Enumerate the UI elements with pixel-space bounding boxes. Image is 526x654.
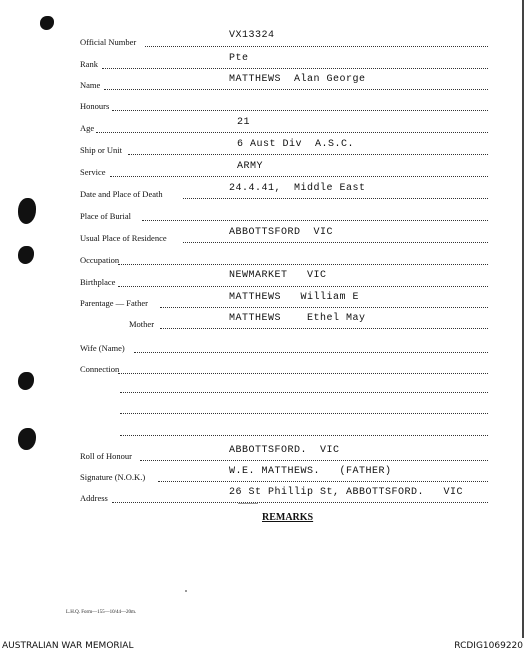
dotted-line: [96, 132, 488, 133]
label-wife-name: Wife (Name): [80, 343, 125, 353]
punch-hole-top: [40, 16, 54, 30]
dotted-line: [112, 502, 488, 503]
label-date-place-of-death: Date and Place of Death: [80, 189, 163, 199]
punch-hole-lower-left: [18, 372, 34, 390]
scan-speck: [238, 503, 258, 504]
label-parentage-father: Parentage — Father: [80, 298, 148, 308]
label-rank: Rank: [80, 59, 98, 69]
connection-line: [120, 413, 488, 414]
label-mother: Mother: [129, 319, 155, 329]
label-age: Age: [80, 123, 95, 133]
dotted-line: [140, 460, 488, 461]
connection-line: [120, 435, 488, 436]
dotted-line: [118, 286, 488, 287]
dotted-line: [158, 481, 488, 482]
label-name: Name: [80, 80, 101, 90]
connection-line: [120, 392, 488, 393]
dotted-line: [145, 46, 488, 47]
dotted-line: [128, 154, 488, 155]
dotted-line: [183, 242, 488, 243]
dotted-line: [118, 264, 488, 265]
value-roll-of-honour: ABBOTTSFORD. VIC: [229, 445, 340, 456]
dotted-line: [160, 307, 488, 308]
value-address: 26 St Phillip St, ABBOTTSFORD. VIC: [229, 487, 464, 498]
value-name: MATTHEWS Alan George: [229, 74, 366, 85]
footer-record-id: RCDIG1069220: [454, 641, 523, 651]
archive-footer: [0, 638, 526, 654]
label-roll-of-honour: Roll of Honour: [80, 451, 132, 461]
value-usual-place-of-residence: ABBOTTSFORD VIC: [229, 227, 334, 238]
dotted-line: [183, 198, 488, 199]
dotted-line: [134, 352, 488, 353]
value-birthplace: NEWMARKET VIC: [229, 270, 327, 281]
label-birthplace: Birthplace: [80, 277, 116, 287]
value-rank: Pte: [229, 53, 249, 64]
dotted-line: [102, 68, 488, 69]
value-ship-or-unit: 6 Aust Div A.S.C.: [237, 139, 355, 150]
value-official-number: VX13324: [229, 30, 275, 41]
dotted-line: [142, 220, 488, 221]
form-reference: L.H.Q. Form—155—10/44—20m.: [66, 610, 137, 615]
value-date-place-of-death: 24.4.41, Middle East: [229, 183, 366, 194]
label-usual-place-of-residence: Usual Place of Residence: [80, 233, 167, 243]
dotted-line: [110, 176, 488, 177]
scan-edge-right: [522, 0, 524, 638]
punch-hole-bottom-left: [18, 428, 36, 450]
label-address: Address: [80, 493, 108, 503]
dotted-line: [104, 89, 488, 90]
footer-institution: AUSTRALIAN WAR MEMORIAL: [2, 641, 134, 651]
value-service: ARMY: [237, 161, 264, 172]
label-honours: Honours: [80, 101, 110, 111]
label-connection: Connection: [80, 364, 120, 374]
value-age: 21: [237, 117, 251, 128]
value-father: MATTHEWS William E: [229, 292, 360, 303]
dotted-line: [160, 328, 488, 329]
punch-hole-upper-left: [18, 198, 36, 224]
dotted-line: [118, 373, 488, 374]
value-signature-nok: W.E. MATTHEWS. (FATHER): [229, 466, 392, 477]
remarks-heading: REMARKS: [262, 512, 314, 523]
label-ship-or-unit: Ship or Unit: [80, 145, 123, 155]
scan-speck: [185, 590, 187, 592]
label-service: Service: [80, 167, 106, 177]
value-mother: MATTHEWS Ethel May: [229, 313, 366, 324]
label-occupation: Occupation: [80, 255, 120, 265]
label-place-of-burial: Place of Burial: [80, 211, 131, 221]
label-signature-nok: Signature (N.O.K.): [80, 472, 146, 482]
label-official-number: Official Number: [80, 37, 137, 47]
punch-hole-mid-left: [18, 246, 34, 264]
dotted-line: [112, 110, 488, 111]
